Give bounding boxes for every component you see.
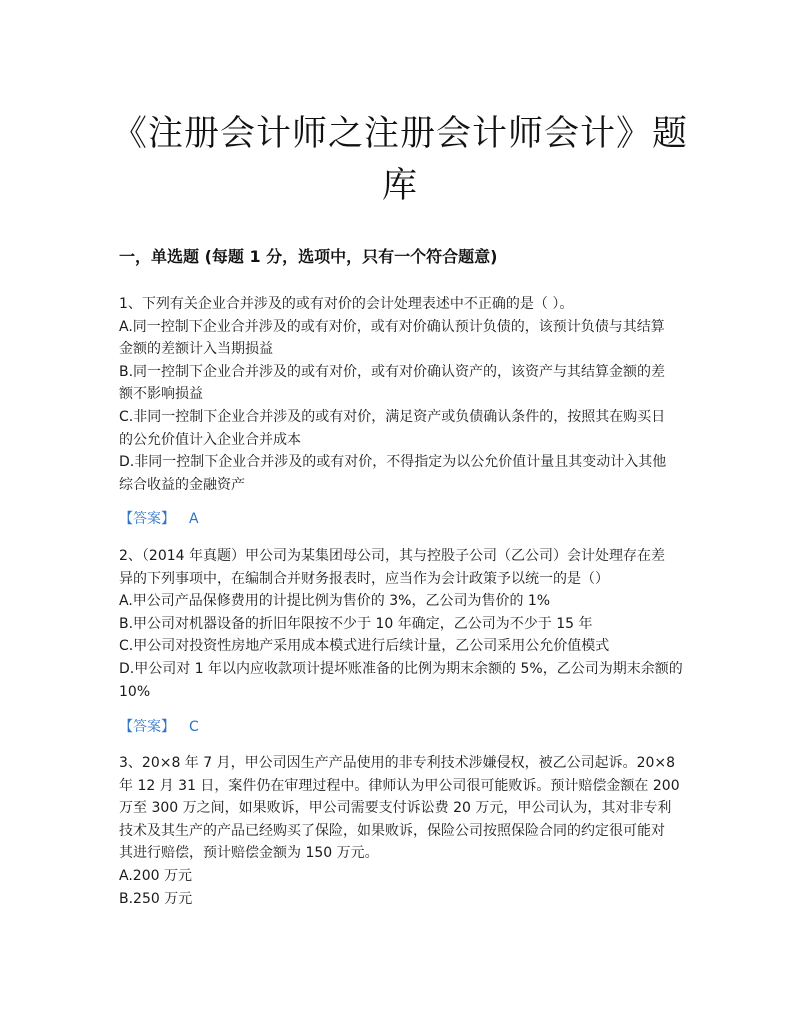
answer-value: A bbox=[189, 511, 199, 527]
question-stem-cont: 万至 300 万之间，如果败诉，甲公司需要支付诉讼费 20 万元，甲公司认为，其对非专利 bbox=[119, 800, 672, 817]
question-stem: 3、20×8 年 7 月，甲公司因生产产品使用的非专利技术涉嫌侵权，被乙公司起诉。20×8 bbox=[119, 755, 676, 771]
option-d-cont: 综合收益的金融资产 bbox=[119, 476, 245, 493]
option-a: A.同一控制下企业合并涉及的或有对价，或有对价确认预计负债的，该预计负债与其结算 bbox=[119, 318, 665, 335]
question-stem: 2、（2014 年真题）甲公司为某集团母公司，其与控股子公司（乙公司）会计处理存在差 bbox=[119, 548, 665, 564]
option-d-cont: 10% bbox=[119, 683, 151, 700]
question-stem-cont: 其进行赔偿，预计赔偿金额为 150 万元。 bbox=[119, 845, 379, 862]
option-c: C.非同一控制下企业合并涉及的或有对价，满足资产或负债确认条件的，按照其在购买日 bbox=[119, 408, 666, 425]
option-d: D.非同一控制下企业合并涉及的或有对价，不得指定为以公允价值计量且其变动计入其他 bbox=[119, 454, 667, 471]
question-stem-cont: 年 12 月 31 日，案件仍在审理过程中。律师认为甲公司很可能败诉。预计赔偿金额在 200 bbox=[119, 777, 680, 794]
question-stem-cont: 异的下列事项中，在编制合并财务报表时，应当作为会计政策予以统一的是（） bbox=[119, 570, 609, 587]
option-a: A.甲公司产品保修费用的计提比例为售价的 3%，乙公司为售价的 1% bbox=[119, 593, 551, 610]
document-title bbox=[110, 108, 690, 212]
question-stem: 1、下列有关企业合并涉及的或有对价的会计处理表述中不正确的是（ ）。 bbox=[119, 296, 574, 312]
section-heading: 一，单选题 (每题 1 分，选项中，只有一个符合题意) bbox=[119, 247, 498, 266]
answer-value: C bbox=[189, 719, 199, 735]
option-b-cont: 额不影响损益 bbox=[119, 386, 203, 403]
question-stem-cont: 技术及其生产的产品已经购买了保险，如果败诉，保险公司按照保险合同的约定很可能对 bbox=[119, 822, 665, 839]
option-c: C.甲公司对投资性房地产采用成本模式进行后续计量，乙公司采用公允价值模式 bbox=[119, 638, 610, 655]
title-line: 库 bbox=[381, 166, 418, 206]
option-b: B.甲公司对机器设备的折旧年限按不少于 10 年确定，乙公司为不少于 15 年 bbox=[119, 615, 593, 632]
question-3 bbox=[119, 752, 685, 910]
option-b: B.同一控制下企业合并涉及的或有对价，或有对价确认资产的，该资产与其结算金额的差 bbox=[119, 363, 666, 380]
answer-2 bbox=[119, 716, 199, 738]
answer-1 bbox=[119, 508, 199, 530]
option-d: D.甲公司对 1 年以内应收款项计提坏账准备的比例为期末余额的 5%，乙公司为期末余额的 bbox=[119, 660, 683, 677]
option-a: A.200 万元 bbox=[119, 867, 192, 884]
option-a-cont: 金额的差额计入当期损益 bbox=[119, 341, 273, 358]
title-line: 《注册会计师之注册会计师会计》题 bbox=[111, 114, 688, 154]
answer-label: 【答案】 bbox=[119, 511, 175, 527]
answer-label: 【答案】 bbox=[119, 719, 175, 735]
question-2 bbox=[119, 545, 685, 703]
option-b: B.250 万元 bbox=[119, 890, 193, 907]
option-c-cont: 的公允价值计入企业合并成本 bbox=[119, 431, 301, 448]
question-1 bbox=[119, 293, 685, 496]
